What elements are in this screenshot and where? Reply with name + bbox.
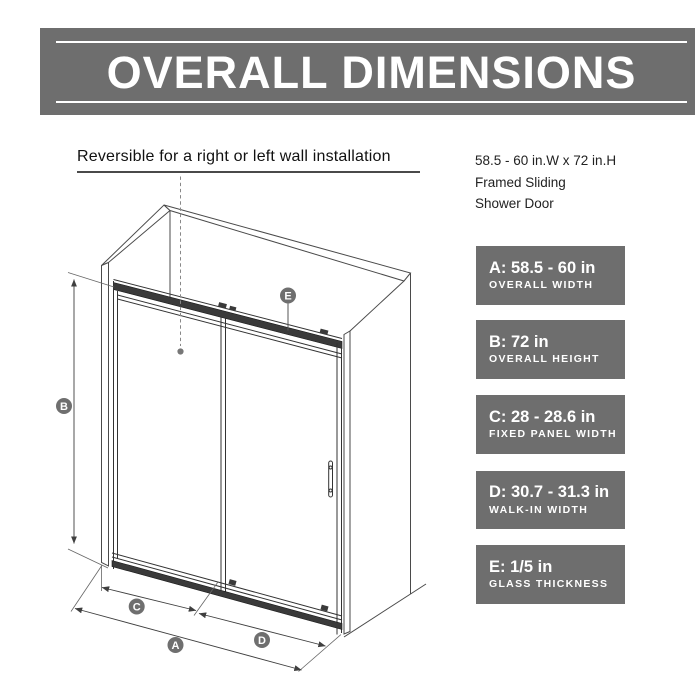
product-name-line: Shower Door bbox=[475, 196, 554, 211]
handle-mount-dot bbox=[329, 489, 332, 492]
label-letter-D: D bbox=[258, 635, 266, 647]
diagram-letter-labels bbox=[56, 288, 296, 654]
ext-line-a-d-right bbox=[299, 635, 342, 672]
right-wall-inner-top-edge bbox=[350, 281, 404, 331]
reversible-note: Reversible for a right or left wall installation bbox=[77, 148, 391, 165]
label-letter-B: B bbox=[60, 401, 68, 413]
bottom-track-upper-edge-1 bbox=[112, 553, 342, 616]
bottom-track-upper-edge-2 bbox=[112, 557, 342, 620]
top-track-lower-edge-1 bbox=[118, 295, 343, 354]
dimension-label: FIXED PANEL WIDTH bbox=[489, 428, 617, 441]
dim-line-C bbox=[102, 588, 196, 611]
page-title: OVERALL DIMENSIONS bbox=[106, 46, 637, 98]
top-track-back-edge bbox=[114, 280, 343, 339]
back-wall-top-rim bbox=[164, 205, 411, 281]
roller-bracket bbox=[320, 329, 329, 335]
dimension-label: OVERALL WIDTH bbox=[489, 279, 594, 292]
product-size-line: 58.5 - 60 in.W x 72 in.H bbox=[475, 153, 617, 168]
dimension-value: A: 58.5 - 60 in bbox=[489, 258, 596, 277]
ext-line-a-left bbox=[71, 566, 102, 612]
label-letter-E: E bbox=[284, 290, 292, 303]
dimension-label: WALK-IN WIDTH bbox=[489, 503, 589, 516]
handle-mount-dot bbox=[329, 466, 332, 469]
dimension-label: GLASS THICKNESS bbox=[489, 578, 609, 591]
right-wall-front-edge bbox=[344, 331, 350, 634]
bottom-track-bar bbox=[112, 561, 342, 630]
dimension-value: C: 28 - 28.6 in bbox=[489, 407, 596, 426]
left-wall-top-edge bbox=[102, 205, 171, 266]
dimension-label: OVERALL HEIGHT bbox=[489, 353, 600, 366]
left-wall-front-face bbox=[102, 263, 109, 567]
label-letter-C: C bbox=[132, 601, 141, 614]
product-type-line: Framed Sliding bbox=[475, 174, 566, 190]
door-frame bbox=[112, 280, 342, 635]
top-track-bar bbox=[114, 283, 343, 349]
reversible-dashed-line-dot bbox=[177, 348, 183, 354]
right-wall-bottom-edge bbox=[344, 584, 426, 637]
dimension-value: D: 30.7 - 31.3 in bbox=[489, 483, 610, 502]
roller-bracket bbox=[218, 302, 227, 308]
dimension-value: E: 1/5 in bbox=[489, 557, 553, 576]
dimension-value: B: 72 in bbox=[489, 332, 549, 351]
label-letter-A: A bbox=[171, 640, 180, 652]
roller-bracket bbox=[229, 306, 236, 312]
